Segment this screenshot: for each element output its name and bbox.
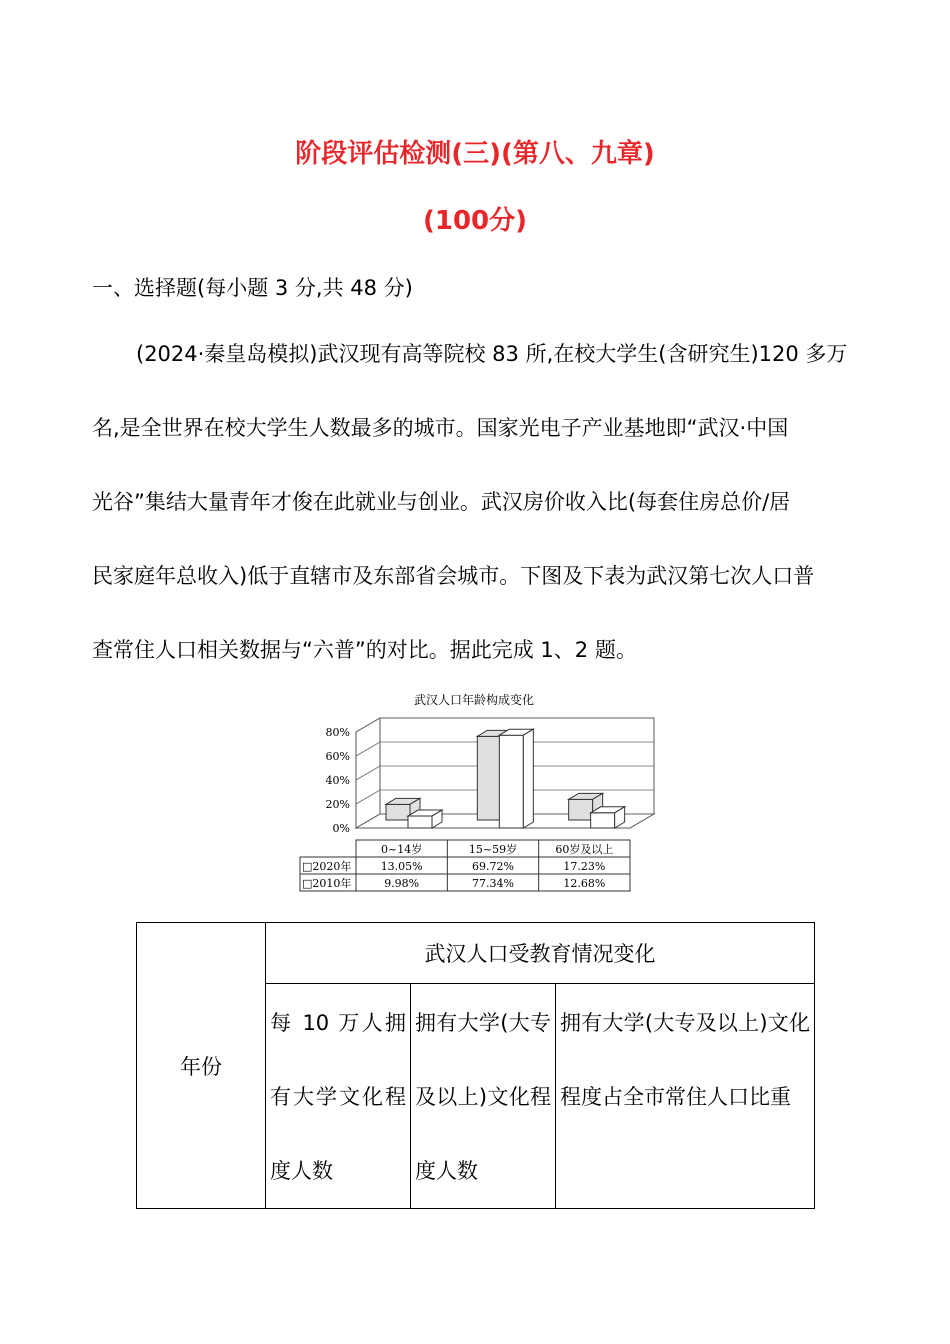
bar — [477, 736, 501, 820]
passage-line: 名,是全世界在校大学生人数最多的城市。国家光电子产业基地即“武汉·中国 — [92, 416, 789, 440]
total-score: (100分) — [422, 206, 528, 236]
group-header: 武汉人口受教育情况变化 — [266, 923, 815, 984]
y-tick-label: 40% — [325, 774, 350, 787]
section-heading: 一、选择题(每小题 3 分,共 48 分) — [92, 276, 413, 300]
bar-side — [523, 729, 533, 828]
data-label: 17.23% — [563, 860, 606, 873]
bar — [408, 816, 432, 828]
category-label: 0~14岁 — [381, 843, 423, 856]
data-label: 13.05% — [380, 860, 423, 873]
bar — [499, 735, 523, 828]
year-header: 年份 — [137, 923, 266, 1209]
chart-title: 武汉人口年龄构成变化 — [413, 693, 535, 707]
passage-line: 光谷”集结大量青年才俊在此就业与创业。武汉房价收入比(每套住房总价/居 — [92, 490, 791, 514]
category-label: 60岁及以上 — [555, 843, 614, 856]
education-table — [136, 922, 815, 1209]
column-header: 拥有大学(大专及以上)文化程度人数 — [411, 984, 556, 1209]
passage-line: 民家庭年总收入)低于直辖市及东部省会城市。下图及下表为武汉第七次人口普 — [92, 564, 815, 588]
age-structure-chart — [296, 688, 658, 902]
chart-svg — [296, 688, 658, 902]
data-label: 69.72% — [472, 860, 514, 873]
y-tick-label: 60% — [325, 750, 350, 763]
y-tick-label: 80% — [325, 726, 350, 739]
bar — [591, 813, 615, 828]
data-label: 12.68% — [563, 877, 606, 890]
y-tick-label: 0% — [332, 822, 350, 835]
y-tick-label: 20% — [325, 798, 350, 811]
column-header: 拥有大学(大专及以上)文化程度占全市常住人口比重 — [556, 984, 815, 1209]
category-label: 15~59岁 — [468, 843, 518, 856]
legend-entry: □2010年 — [302, 877, 352, 890]
data-label: 9.98% — [384, 877, 420, 890]
bar — [386, 804, 410, 820]
passage-line: (2024·秦皇岛模拟)武汉现有高等院校 83 所,在校大学生(含研究生)120 多万 — [136, 342, 848, 366]
bar — [569, 799, 593, 820]
passage-line: 查常住人口相关数据与“六普”的对比。据此完成 1、2 题。 — [92, 638, 637, 662]
data-label: 77.34% — [472, 877, 514, 890]
page-title: 阶段评估检测(三)(第八、九章) — [295, 139, 655, 169]
column-header: 每 10 万人拥有大学文化程度人数 — [266, 984, 411, 1209]
legend-entry: □2020年 — [302, 860, 352, 873]
